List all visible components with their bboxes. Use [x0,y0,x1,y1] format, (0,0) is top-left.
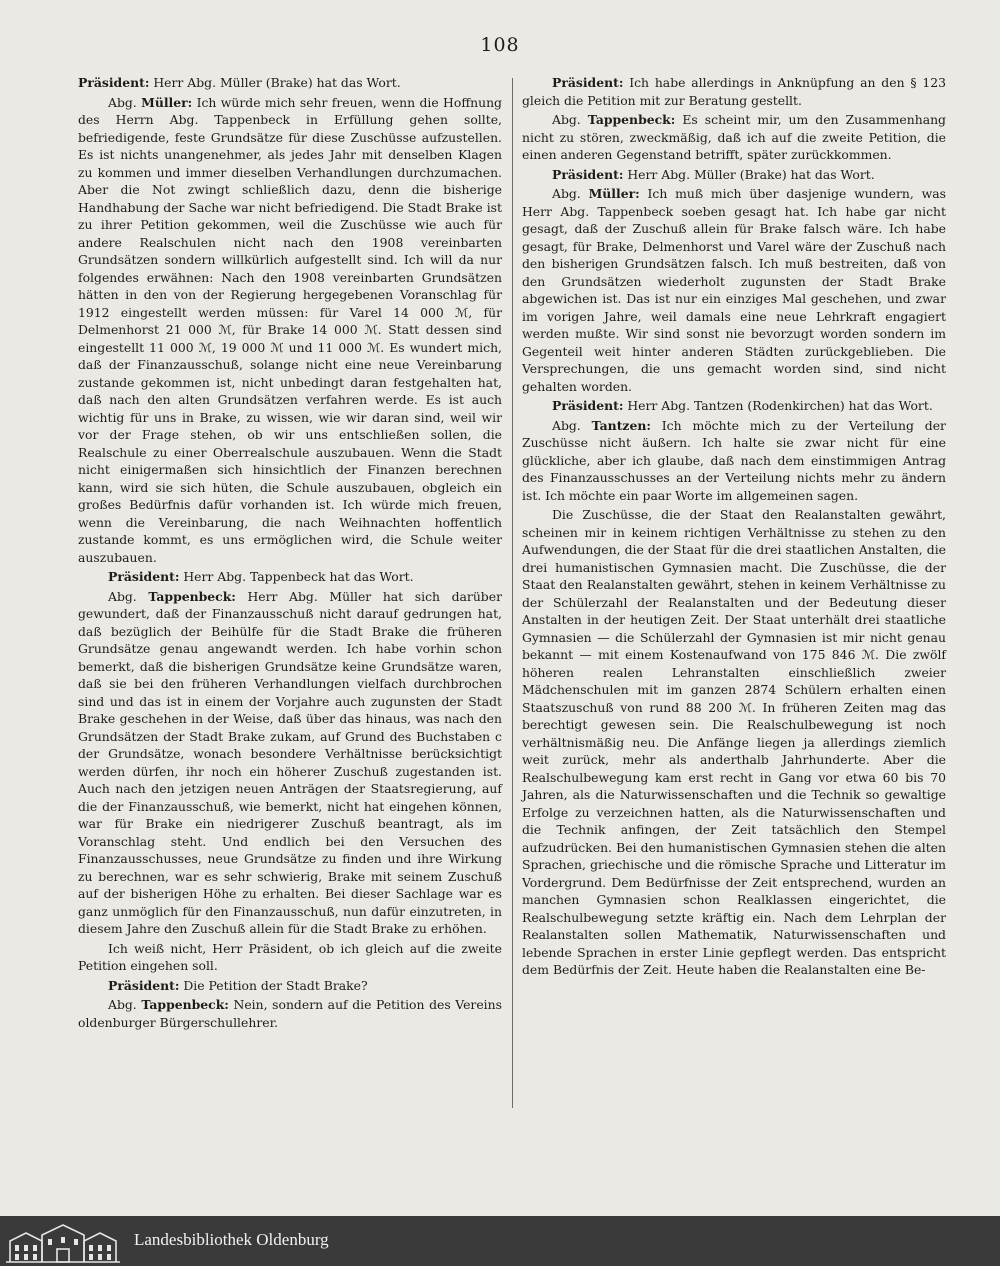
paragraph [78,940,502,975]
speaker-prefix: Abg. [552,112,588,127]
paragraph [522,417,946,505]
paragraph [78,977,502,995]
paragraph [522,506,946,979]
paragraph-text: Ich weiß nicht, Herr Präsident, ob ich gleich auf die zweite Petition eingehen soll. [78,940,502,973]
speaker-label: Präsident: [552,166,624,182]
library-building-icon [4,1221,122,1265]
paragraph-text: Herr Abg. Müller hat sich darüber gewundert, daß der Finanzausschuß nicht darauf gedrungen hat, daß bezüglich der Beihülfe für die Stadt Brake die früheren Grundsätze genau angewandt werden. Ich habe vorhin schon bemerkt, daß die bisherigen Grundsätze keine Grundsätze waren, daß sie bei den früheren Verhandlungen vielfach durchbrochen sind und das ist in einem der Vorjahre auch zugunsten der Stadt Brake geschehen in der Weise, daß über das hinaus, was nach den Grundsätzen der Stadt Brake zukam, auf Grund des Buchstaben c der Grundsätze, wonach besondere Verhältnisse berücksichtigt werden dürfen, ihr noch ein höherer Zuschuß zugestanden ist. Auch nach den jetzigen neuen Anträgen der Staatsregierung, auf die der Finanzausschuß, wie bemerkt, nicht hat eingehen können, war für Brake ein niedrigerer Zuschuß beantragt, als im Voranschlag steht. Und endlich bei den Versuchen des Finanzausschusses, neue Grundsätze zu finden und ihre Wirkung zu berechnen, war es sehr schwierig, Brake mit seinem Zuschuß auf der bisherigen Höhe zu erhalten. Bei dieser Sachlage war es ganz unmöglich für den Finanzausschuß, nun dafür einzutreten, in diesem Jahre den Zuschuß allein für die Stadt Brake zu erhöhen. [78,588,502,936]
paragraph-text: Herr Abg. Tappenbeck hat das Wort. [179,569,414,584]
paragraph [522,185,946,395]
paragraph-text: Nein, sondern auf die Petition des Vereins oldenburger Bürgerschullehrer. [78,997,502,1030]
speaker-label: Tantzen: [591,417,651,433]
paragraph [78,996,502,1031]
paragraph [78,94,502,567]
paragraph-text: Ich möchte mich zu der Verteilung der Zuschüsse nicht äußern. Ich halte sie zwar nicht für eine glückliche, aber ich glaube, daß nach dem einstimmigen Antrag des Finanzausschusses an der Verteilung nichts mehr zu ändern ist. Ich möchte ein paar Worte im allgemeinen sagen. [522,417,946,503]
paragraph-text: Herr Abg. Tantzen (Rodenkirchen) hat das Wort. [623,398,933,413]
right-text-column [522,74,946,981]
paragraph [522,111,946,164]
speaker-label: Präsident: [108,569,180,584]
column-divider [512,78,513,1108]
speaker-prefix: Abg. [108,997,142,1012]
page-number: 108 [480,34,520,56]
paragraph [78,74,502,92]
paragraph [522,397,946,415]
speaker-prefix: Abg. [552,417,592,433]
speaker-prefix: Abg. [108,94,142,110]
paragraph [522,74,946,109]
paragraph-text: Ich muß mich über dasjenige wundern, was Herr Abg. Tappenbeck soeben gesagt hat. Ich habe gar nicht gesagt, daß der Zuschuß allein für Brake falsch wäre. Ich habe gesagt, für Brake, Delmenhorst und Varel wäre der Zuschuß nach den bisherigen Grundsätzen falsch. Ich muß bestreiten, daß von den Grundsätzen wiederholt zugunsten der Stadt Brake abgewichen ist. Das ist nur ein einziges Mal geschehen, und zwar im vorigen Jahre, weil damals eine neue Lehrkraft engagiert werden mußte. Wir sind sonst nie bevorzugt worden sondern im Gegenteil weit hinter anderen Städten zurückgeblieben. Die Versprechungen, die uns gemacht worden sind, sind nicht gehalten worden. [522,186,946,394]
speaker-label: Tappenbeck: [141,997,229,1012]
speaker-label: Müller: [141,94,193,110]
speaker-label: Tappenbeck: [587,112,676,127]
footer-bar [0,1216,1000,1266]
speaker-label: Präsident: [78,75,150,90]
paragraph [522,166,946,184]
speaker-prefix: Abg. [552,186,589,201]
speaker-prefix: Abg. [108,588,149,604]
speaker-label: Tappenbeck: [148,588,236,604]
paragraph-text: Herr Abg. Müller (Brake) hat das Wort. [149,75,401,90]
paragraph [78,588,502,938]
paragraph-text: Ich würde mich sehr freuen, wenn die Hoffnung des Herrn Abg. Tappenbeck in Erfüllung gehen sollte, befriedigende, feste Grundsätze für diese Zuschüsse aufzustellen. Es ist nichts unangenehmer, als jedes Jahr mit denselben Klagen zu kommen und immer dieselben Verhandlungen durchzumachen. Aber die Not zwingt schließlich dazu, denn die bisherige Handhabung der Sache war nicht befriedigend. Die Stadt Brake ist zu ihrer Petition gekommen, weil die Zuschüsse wie auch für andere Realschulen nicht nach den 1908 vereinbarten Grundsätzen sondern willkürlich aufgestellt sind. Ich will da nur folgendes erwähnen: Nach den 1908 vereinbarten Grundsätzen hätten in den von der Regierung hergegebenen Voranschlag für 1912 eingestellt werden müssen: für Varel 14 000 ℳ, für Delmenhorst 21 000 ℳ, für Brake 14 000 ℳ. Statt dessen sind eingestellt 11 000 ℳ, 19 000 ℳ und 11 000 ℳ. Es wundert mich, daß der Finanzausschuß, solange nicht eine neue Vereinbarung zustande gekommen ist, nicht unbedingt daran festgehalten hat, daß nach den alten Grundsätzen verfahren werde. Es ist auch wichtig für uns in Brake, zu wissen, wie wir daran sind, weil wir vor der Frage stehen, ob wir uns entschließen sollen, die Realschule zu einer Oberrealschule auszubauen. Wenn die Stadt nicht einigermaßen sich hinsichtlich der Finanzen berechnen kann, wird sie sich hüten, die Schule auszubauen, obgleich ein großes Bedürfnis dafür vorhanden ist. Ich würde mich freuen, wenn die Vereinbarung, die nach Weihnachten hoffentlich zustande kommt, es uns ermöglichen wird, die Schule weiter auszubauen. [78,94,502,565]
paragraph [78,568,502,586]
paragraph-text: Herr Abg. Müller (Brake) hat das Wort. [623,166,875,182]
speaker-label: Präsident: [552,398,624,413]
paragraph-text: Ich habe allerdings in Anknüpfung an den § 123 gleich die Petition mit zur Beratung gestellt. [522,75,946,108]
speaker-label: Präsident: [552,75,624,90]
speaker-label: Präsident: [108,977,180,993]
library-name: Landesbibliothek Oldenburg [134,1230,329,1249]
left-text-column [78,74,502,1033]
paragraph-text: Die Petition der Stadt Brake? [179,977,368,993]
paragraph-text: Die Zuschüsse, die der Staat den Realanstalten gewährt, scheinen mir in keinem richtigen Verhältnisse zu stehen zu den Aufwendungen, die der Staat für die drei staatlichen Anstalten, die drei humanistischen Gymnasien macht. Die Zuschüsse, die der Staat den Realanstalten gewährt, stehen in keinem Verhältnisse zu der Schülerzahl der Realanstalten und der Bedeutung dieser Anstalten in der heutigen Zeit. Der Staat unterhält drei staatliche Gymnasien — die Schülerzahl der Gymnasien ist mir nicht genau bekannt — mit einem Kostenaufwand von 175 846 ℳ. Die zwölf höheren realen Lehranstalten einschließlich zweier Mädchenschulen mit im ganzen 2874 Schülern erhalten einen Staatszuschuß von rund 88 200 ℳ. In früheren Zeiten mag das berechtigt gewesen sein. Die Realschulbewegung ist noch verhältnismäßig neu. Die Anfänge liegen ja allerdings ziemlich weit zurück, mehr als anderthalb Jahrhunderte. Aber die Realschulbewegung kam erst recht in Gang vor etwa 60 bis 70 Jahren, als die Naturwissenschaften und die Technik so gewaltige Erfolge zu verzeichnen hatten, als die Naturwissenschaften und die Technik anfingen, der Zeit tatsächlich den Stempel aufzudrücken. Bei den humanistischen Gymnasien stehen die alten Sprachen, griechische und die römische Sprache und Litteratur im Vordergrund. Dem Bedürfnisse der Zeit entsprechend, wurden an manchen Gymnasien schon Realklassen eingerichtet, die Realschulbewegung setzte kräftig ein. Nach dem Lehrplan der Realanstalten sollen Mathematik, Naturwissenschaften und lebende Sprachen in erster Linie gepflegt werden. Das entspricht dem Bedürfnis der Zeit. Heute haben die Realanstalten eine Be- [522,507,946,977]
speaker-label: Müller: [588,186,640,201]
paragraph-text: Es scheint mir, um den Zusammenhang nicht zu stören, zweckmäßig, daß ich auf die zweite Petition, die einen anderen Gegenstand betrifft, später zurückkommen. [522,112,946,162]
